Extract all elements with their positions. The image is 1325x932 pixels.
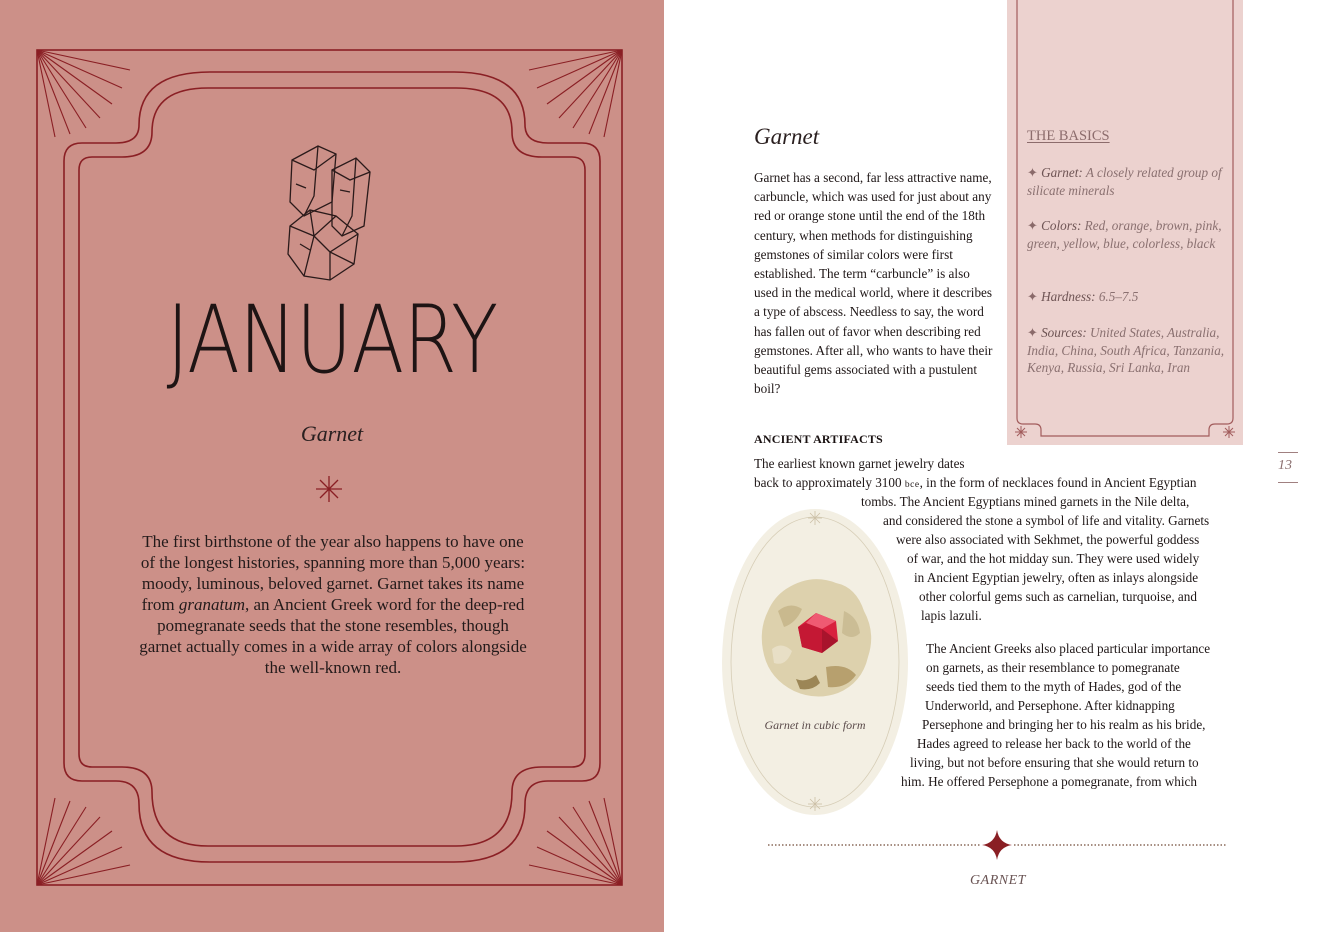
- basics-item-label: Colors:: [1041, 218, 1082, 233]
- figure-caption: Garnet in cubic form: [764, 718, 866, 732]
- basics-item-value: Red, orange, brown, pink, green, yellow, blue, colorless, black: [1027, 218, 1222, 251]
- birthstone-intro-paragraph: [138, 531, 528, 678]
- basics-item-hardness: [1027, 288, 1227, 306]
- intro-text-part: , an Ancient Greek word for the deep-red pomegranate seeds that the stone resembles, though garnet actually comes in a wide array of colors alongside the well-known red.: [139, 595, 527, 677]
- intro-text-part: The first birthstone of the year also happens to have one of the longest histories, spanning more than 5,000 years: moody, luminous, beloved garnet. Garnet takes its name from: [140, 532, 526, 614]
- basics-item-sources: [1027, 324, 1227, 377]
- basics-item-garnet: [1027, 164, 1227, 199]
- sparkle-bullet-icon: ✦: [1027, 165, 1039, 180]
- greeks-text-line: Underworld, and Persephone. After kidnapping: [925, 698, 1175, 713]
- basics-sidebar: [1007, 0, 1243, 445]
- basics-item-colors: [1027, 217, 1227, 252]
- ornamental-divider: [768, 826, 1226, 866]
- greeks-text-line: Hades agreed to release her back to the world of the: [917, 736, 1191, 751]
- artifacts-text-line: in Ancient Egyptian jewelry, often as inlays alongside: [914, 570, 1199, 585]
- artifacts-era-abbrev: bce: [904, 480, 920, 490]
- artifacts-text-line: other colorful gems such as carnelian, turquoise, and: [919, 589, 1197, 604]
- artifacts-text-line: tombs. The Ancient Egyptians mined garnets in the Nile delta,: [861, 494, 1190, 509]
- artifacts-text-line: of war, and the hot midday sun. They were used widely: [907, 551, 1200, 566]
- right-page: [664, 0, 1325, 932]
- greeks-text-line: The Ancient Greeks also placed particular importance: [926, 641, 1211, 656]
- greeks-text-line: him. He offered Persephone a pomegranate, from which: [901, 774, 1198, 789]
- page-number-rule: [1278, 482, 1298, 483]
- intro-paragraph: Garnet has a second, far less attractive name, carbuncle, which was used for just about any red or orange stone until the end of the 18th century, when methods for distinguishing gemstones of similar colors were first established. The term “carbuncle” is also used in the medical world, where it describes a type of abscess. Needless to say, the word has fallen out of favor when describing red gemstones. After all, who wants to have their beautiful gems associated with a pustulent boil?: [754, 170, 993, 397]
- page-number: 13: [1278, 458, 1292, 473]
- sparkle-bullet-icon: ✦: [1027, 325, 1039, 340]
- garnet-crystal-illustration: [270, 140, 380, 285]
- subheading-ancient-artifacts: ANCIENT ARTIFACTS: [754, 432, 883, 446]
- garnet-specimen-image: [756, 571, 878, 701]
- greeks-text-line: on garnets, as their resemblance to pomegranate: [926, 660, 1180, 675]
- basics-item-label: Hardness:: [1041, 289, 1096, 304]
- greeks-text-line: living, but not before ensuring that she would return to: [910, 755, 1199, 770]
- basics-item-value: United States, Australia, India, China, South Africa, Tanzania, Kenya, Russia, Sri Lanka, Iran: [1027, 325, 1225, 375]
- sparkle-bullet-icon: ✦: [1027, 218, 1039, 233]
- basics-item-value: A closely related group of silicate minerals: [1027, 165, 1222, 198]
- sparkle-bullet-icon: ✦: [1027, 289, 1039, 304]
- artifacts-text-fragment: back to approximately 3100: [754, 475, 905, 490]
- artifacts-text-line: and considered the stone a symbol of life and vitality. Garnets: [883, 513, 1210, 528]
- basics-item-label: Sources:: [1041, 325, 1087, 340]
- intro-text-emphasis: granatum: [178, 595, 245, 614]
- basics-heading: THE BASICS: [1027, 128, 1110, 144]
- artifacts-text-line: lapis lazuli.: [921, 608, 982, 623]
- basics-item-label: Garnet:: [1041, 165, 1083, 180]
- star-ornament-icon: [314, 474, 344, 504]
- garnet-figure: [720, 507, 910, 817]
- page-number-rule: [1278, 452, 1298, 453]
- artifacts-text-line: were also associated with Sekhmet, the powerful goddess: [896, 532, 1200, 547]
- birthstone-name: Garnet: [300, 421, 364, 446]
- artifacts-text-fragment: , in the form of necklaces found in Ancient Egyptian: [919, 475, 1197, 490]
- greeks-text-line: Persephone and bringing her to his realm as his bride,: [922, 717, 1206, 732]
- basics-item-value: 6.5–7.5: [1098, 289, 1139, 304]
- month-title: JANUARY: [166, 286, 498, 395]
- running-footer: GARNET: [970, 873, 1026, 888]
- greeks-text-line: seeds tied them to the myth of Hades, god of the: [926, 679, 1182, 694]
- section-title: Garnet: [754, 124, 820, 149]
- artifacts-text-line: The earliest known garnet jewelry dates: [754, 456, 965, 471]
